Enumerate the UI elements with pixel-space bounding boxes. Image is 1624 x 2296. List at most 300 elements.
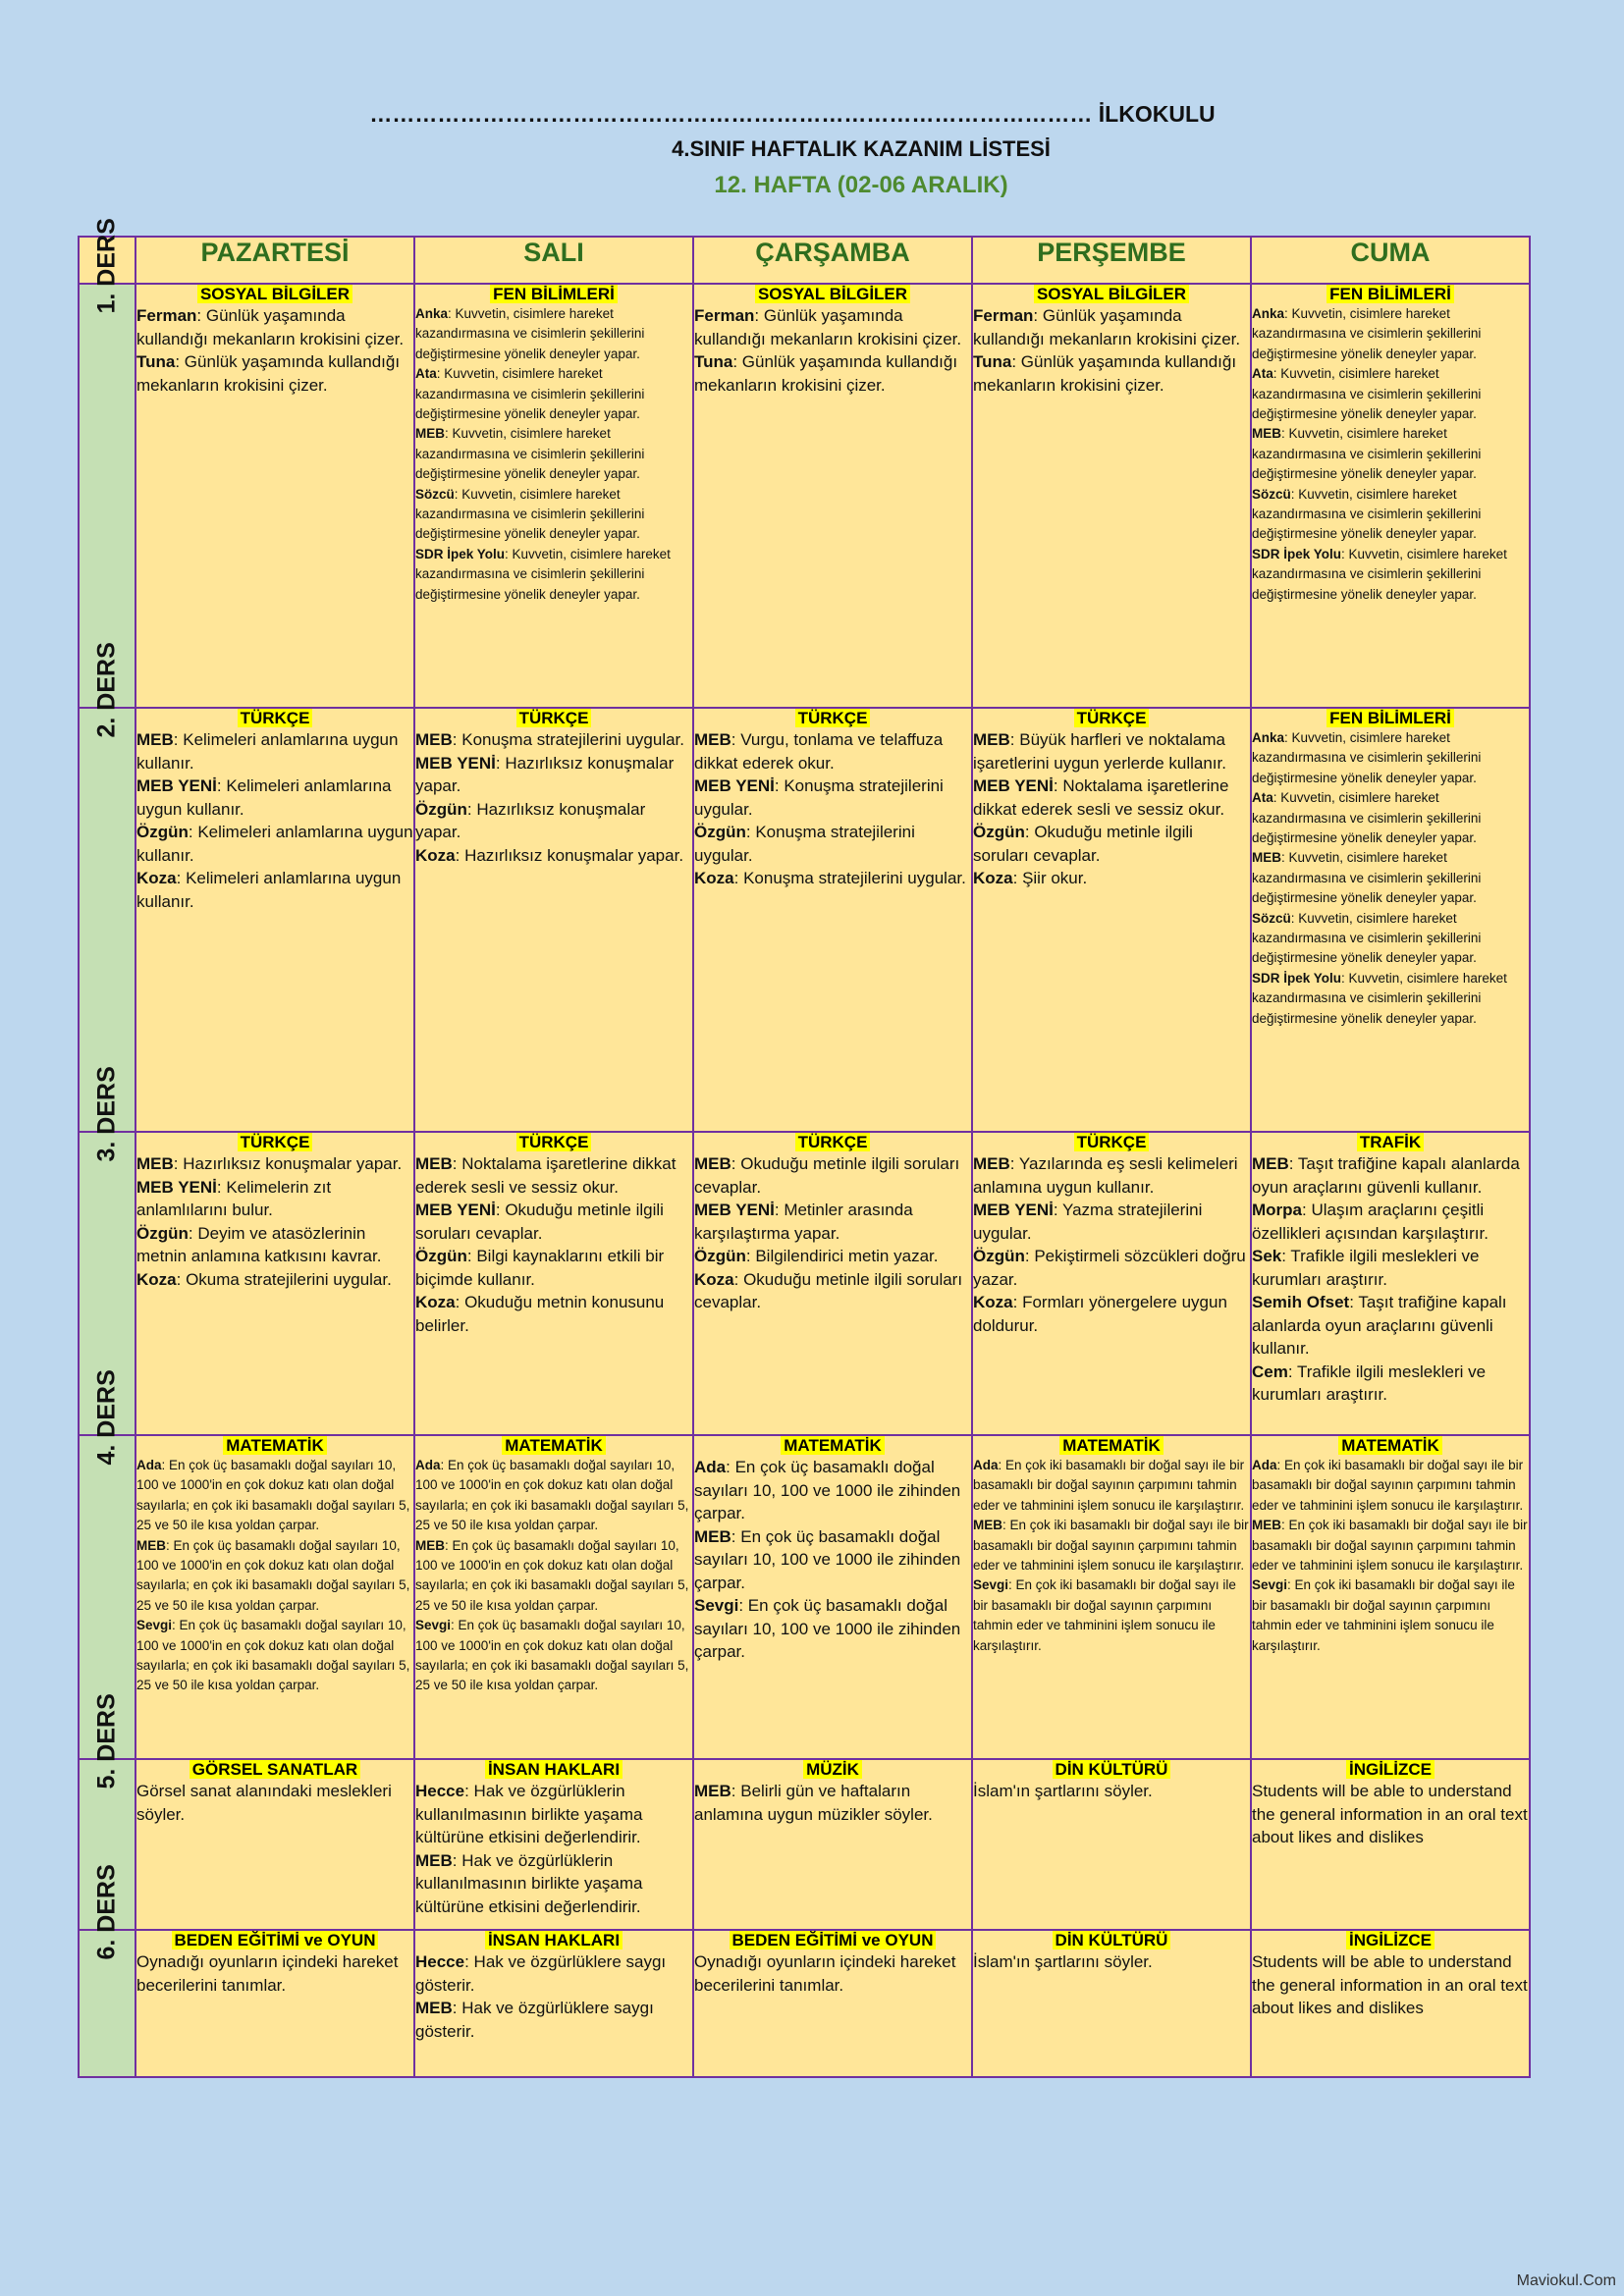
subject-title: [136, 285, 413, 304]
subject-title: [136, 1760, 413, 1780]
publisher-name: Ada: [973, 1458, 999, 1472]
outcome-text: : Yazılarında eş sesli kelimeleri anlamına uygun kullanır.: [973, 1154, 1238, 1197]
subject-title: [973, 1133, 1250, 1152]
publisher-name: Anka: [1252, 306, 1285, 321]
outcome-item: [1252, 1456, 1529, 1516]
outcome-item: [136, 1222, 413, 1268]
outcome-text: : Bilgilendirici metin yazar.: [745, 1247, 939, 1265]
outcome-text: : Hazırlıksız konuşmalar yapar.: [173, 1154, 403, 1173]
publisher-name: Ada: [136, 1458, 162, 1472]
outcome-text: : Kelimeleri anlamlarına uygun kullanır.: [136, 776, 392, 819]
outcome-item: [415, 1245, 692, 1291]
publisher-name: Ferman: [973, 306, 1034, 325]
outcome-list: [415, 1950, 692, 2043]
publisher-name: Koza: [136, 869, 177, 887]
publisher-name: MEB YENİ: [136, 1177, 217, 1197]
schedule-cell: [972, 1930, 1251, 2077]
outcome-list: [1252, 304, 1529, 605]
subject-highlight: SOSYAL BİLGİLER: [1034, 285, 1189, 303]
outcome-text: : Günlük yaşamında kullandığı mekanların krokisini çizer.: [694, 352, 958, 395]
outcome-text: : Kuvvetin, cisimlere hareket kazandırmasına ve cisimlerin şekillerini değiştirmesine yönelik deneyler yapar.: [1252, 306, 1482, 361]
lesson-label: [93, 1436, 122, 1466]
subject-highlight: TRAFİK: [1357, 1133, 1424, 1151]
outcome-list: [694, 1950, 971, 1997]
outcome-item: [1252, 969, 1529, 1029]
outcome-item: [415, 1536, 692, 1617]
lesson-label: [93, 285, 122, 314]
subject-title: [973, 285, 1250, 304]
outcome-list: [415, 1456, 692, 1696]
outcome-item: [415, 545, 692, 605]
lesson-row: [79, 708, 1530, 1132]
page-title: 4.SINIF HAFTALIK KAZANIM LİSTESİ: [672, 136, 1051, 161]
subject-title: [694, 1133, 971, 1152]
subject-highlight: TÜRKÇE: [1074, 709, 1150, 727]
subject-highlight: MATEMATİK: [1338, 1436, 1441, 1455]
outcome-list: [973, 728, 1250, 890]
publisher-name: MEB: [973, 1518, 1002, 1533]
outcome-item: [1252, 788, 1529, 848]
outcome-text: : Hak ve özgürlüklerin kullanılmasının birlikte yaşama kültürüne etkisini değerlendirir.: [415, 1782, 643, 1846]
publisher-name: MEB: [415, 1537, 445, 1553]
outcome-item: [973, 1780, 1250, 1803]
week-title: 12. HAFTA (02-06 ARALIK): [714, 172, 1008, 198]
outcome-list: [694, 1456, 971, 1664]
subject-highlight: FEN BİLİMLERİ: [490, 285, 618, 303]
outcome-text: : En çok iki basamaklı bir doğal sayı ile bir basamaklı bir doğal sayının çarpımını tahmin eder ve tahminini işlem sonucu ile karşılaştırır.: [1252, 1458, 1524, 1513]
schedule-cell: [693, 1759, 972, 1930]
publisher-name: Özgün: [973, 1247, 1025, 1265]
outcome-item: [1252, 1361, 1529, 1407]
day-tuesday: SALI: [414, 237, 693, 284]
subject-highlight: MATEMATİK: [781, 1436, 884, 1455]
outcome-item: [1252, 364, 1529, 424]
publisher-name: Ferman: [136, 306, 197, 325]
day-wednesday: ÇARŞAMBA: [693, 237, 972, 284]
publisher-name: Ata: [415, 366, 437, 382]
outcome-text: : Belirli gün ve haftaların anlamına uygun müzikler söyler.: [694, 1782, 933, 1824]
publisher-name: MEB: [694, 1782, 731, 1800]
outcome-list: [694, 304, 971, 397]
publisher-name: MEB: [694, 730, 731, 749]
publisher-name: MEB YENİ: [415, 1201, 496, 1219]
outcome-text: Students will be able to understand the general information in an oral text about likes and dislikes: [1252, 1952, 1528, 2017]
subject-title: [415, 709, 692, 728]
schedule-cell: [693, 1132, 972, 1435]
publisher-name: Özgün: [694, 1247, 746, 1265]
subject-title: [1252, 1931, 1529, 1950]
outcome-text: : Kuvvetin, cisimlere hareket kazandırmasına ve cisimlerin şekillerini değiştirmesine yönelik deneyler yapar.: [415, 366, 645, 422]
outcome-text: : Taşıt trafiğine kapalı alanlarda oyun araçlarını güvenli kullanır.: [1252, 1154, 1520, 1197]
outcome-item: [415, 1616, 692, 1696]
outcome-list: [1252, 1152, 1529, 1407]
schedule-cell: [414, 1435, 693, 1759]
publisher-name: Özgün: [415, 799, 467, 819]
lesson-label: [93, 1760, 122, 1789]
outcome-text: : En çok üç basamaklı doğal sayıları 10, 100 ve 1000'in en çok dokuz katı olan doğal sayılarla; en çok iki basamaklı doğal sayıları 5, 25 ve 50 ile kısa yoldan çarpar.: [136, 1458, 410, 1533]
publisher-name: Ata: [1252, 366, 1273, 382]
outcome-text: : Günlük yaşamında kullandığı mekanların krokisini çizer.: [136, 306, 405, 348]
subject-highlight: MATEMATİK: [223, 1436, 326, 1455]
outcome-list: [136, 304, 413, 397]
subject-title: [415, 1436, 692, 1456]
subject-highlight: SOSYAL BİLGİLER: [755, 285, 910, 303]
schedule-cell: [414, 708, 693, 1132]
schedule-cell: [1251, 284, 1530, 708]
outcome-text: : Kuvvetin, cisimlere hareket kazandırmasına ve cisimlerin şekillerini değiştirmesine yönelik deneyler yapar.: [1252, 910, 1482, 966]
outcome-text: Students will be able to understand the general information in an oral text about likes and dislikes: [1252, 1782, 1528, 1846]
subject-highlight: BEDEN EĞİTİMİ ve OYUN: [730, 1931, 937, 1949]
outcome-list: [973, 304, 1250, 397]
publisher-name: Hecce: [415, 1952, 465, 1971]
outcome-text: : Okuduğu metinle ilgili soruları cevaplar.: [694, 1154, 960, 1197]
publisher-name: Ada: [415, 1458, 441, 1472]
subject-title: [415, 1931, 692, 1950]
subject-title: [136, 709, 413, 728]
outcome-text: : Büyük harfleri ve noktalama işaretlerini uygun yerlerde kullanır.: [973, 730, 1226, 773]
outcome-text: İslam'ın şartlarını söyler.: [973, 1782, 1153, 1800]
outcome-item: [694, 1594, 971, 1664]
publisher-name: MEB YENİ: [415, 753, 496, 773]
outcome-text: : Okuduğu metnin konusunu belirler.: [415, 1293, 665, 1335]
schedule-cell: [972, 1759, 1251, 1930]
outcome-list: [415, 304, 692, 605]
day-friday: CUMA: [1251, 237, 1530, 284]
school-name: …………………………………………………………………………………… İLKOKULU: [369, 101, 1216, 127]
publisher-name: MEB YENİ: [973, 776, 1054, 795]
subject-title: [136, 1931, 413, 1950]
publisher-name: MEB YENİ: [973, 1201, 1054, 1219]
subject-highlight: TÜRKÇE: [795, 1133, 871, 1151]
subject-highlight: MATEMATİK: [1059, 1436, 1163, 1455]
outcome-item: [694, 1245, 971, 1268]
subject-highlight: FEN BİLİMLERİ: [1326, 709, 1454, 727]
subject-title: [694, 1436, 971, 1456]
outcome-text: : En çok üç basamaklı doğal sayıları 10, 100 ve 1000 ile zihinden çarpar.: [694, 1526, 961, 1592]
schedule-table: [78, 236, 1531, 2078]
outcome-item: [694, 350, 971, 397]
outcome-item: [1252, 424, 1529, 484]
outcome-list: [1252, 1456, 1529, 1656]
subject-highlight: TÜRKÇE: [795, 709, 871, 727]
publisher-name: Ferman: [694, 306, 755, 325]
schedule-cell: [135, 1930, 414, 2077]
outcome-text: : En çok iki basamaklı bir doğal sayı ile bir basamaklı bir doğal sayının çarpımını tahmin eder ve tahminini işlem sonucu ile karşılaştırır.: [1252, 1577, 1515, 1653]
publisher-name: Koza: [415, 1293, 456, 1311]
publisher-name: Sek: [1252, 1247, 1282, 1265]
publisher-name: Özgün: [694, 823, 746, 841]
outcome-text: Görsel sanat alanındaki meslekleri söyler.: [136, 1782, 392, 1824]
publisher-name: Sevgi: [136, 1618, 173, 1633]
subject-highlight: İNGİLİZCE: [1346, 1760, 1435, 1779]
publisher-name: MEB YENİ: [136, 776, 217, 795]
outcome-item: [1252, 728, 1529, 788]
outcome-item: [973, 774, 1250, 821]
outcome-text: : Kuvvetin, cisimlere hareket kazandırmasına ve cisimlerin şekillerini değiştirmesine yönelik deneyler yapar.: [415, 546, 671, 602]
outcome-text: : Konuşma stratejilerini uygular.: [694, 823, 915, 865]
outcome-text: : Noktalama işaretlerine dikkat ederek sesli ve sessiz okur.: [973, 776, 1229, 819]
subject-title: [136, 1436, 413, 1456]
outcome-text: : En çok üç basamaklı doğal sayıları 10, 100 ve 1000'in en çok dokuz katı olan doğal sayılarla; en çok iki basamaklı doğal sayıları 5, 25 ve 50 ile kısa yoldan çarpar.: [136, 1537, 410, 1613]
lesson-row: [79, 284, 1530, 708]
outcome-text: : Kelimeleri anlamlarına uygun kullanır.: [136, 869, 402, 911]
outcome-text: İslam'ın şartlarını söyler.: [973, 1952, 1153, 1971]
subject-title: [973, 1760, 1250, 1780]
schedule-cell: [1251, 708, 1530, 1132]
publisher-name: MEB: [415, 426, 445, 442]
schedule-cell: [135, 1759, 414, 1930]
outcome-text: : Günlük yaşamında kullandığı mekanların krokisini çizer.: [694, 306, 962, 348]
outcome-item: [973, 350, 1250, 397]
outcome-text: : Okuduğu metinle ilgili soruları cevaplar.: [694, 1269, 963, 1311]
outcome-text: : Kuvvetin, cisimlere hareket kazandırmasına ve cisimlerin şekillerini değiştirmesine yönelik deneyler yapar.: [415, 486, 645, 542]
subject-highlight: İNSAN HAKLARI: [485, 1760, 623, 1779]
publisher-name: SDR İpek Yolu: [1252, 546, 1342, 561]
publisher-name: MEB: [973, 730, 1010, 749]
schedule-cell: [972, 708, 1251, 1132]
publisher-name: Koza: [973, 869, 1013, 887]
publisher-name: Koza: [694, 1269, 734, 1289]
publisher-name: MEB: [694, 1154, 731, 1173]
outcome-item: [694, 1950, 971, 1997]
publisher-name: Tuna: [973, 352, 1012, 371]
outcome-item: [1252, 545, 1529, 605]
publisher-name: Sevgi: [973, 1577, 1009, 1593]
outcome-text: : En çok üç basamaklı doğal sayıları 10, 100 ve 1000'in en çok dokuz katı olan doğal sayılarla; en çok iki basamaklı doğal sayıları 5, 25 ve 50 ile kısa yoldan çarpar.: [415, 1537, 689, 1613]
outcome-text: : Şiir okur.: [1012, 869, 1088, 887]
outcome-item: [694, 1268, 971, 1314]
outcome-item: [1252, 1575, 1529, 1656]
schedule-cell: [1251, 1759, 1530, 1930]
outcome-item: [136, 350, 413, 397]
outcome-text: : Kuvvetin, cisimlere hareket kazandırmasına ve cisimlerin şekillerini değiştirmesine yönelik deneyler yapar.: [415, 426, 645, 482]
outcome-text: : En çok iki basamaklı bir doğal sayı ile bir basamaklı bir doğal sayının çarpımını tahmin eder ve tahminini işlem sonucu ile karşılaştırır.: [973, 1458, 1245, 1513]
publisher-name: Sözcü: [1252, 486, 1291, 502]
outcome-item: [973, 1291, 1250, 1337]
outcome-text: : Konuşma stratejilerini uygular.: [694, 776, 944, 819]
subject-title: [973, 1436, 1250, 1456]
outcome-text: : En çok üç basamaklı doğal sayıları 10, 100 ve 1000 ile zihinden çarpar.: [694, 1596, 961, 1661]
outcome-item: [415, 1291, 692, 1337]
publisher-name: Cem: [1252, 1362, 1288, 1381]
outcome-item: [1252, 1152, 1529, 1199]
outcome-item: [415, 1152, 692, 1199]
publisher-name: MEB: [973, 1154, 1010, 1173]
schedule-cell: [414, 1132, 693, 1435]
publisher-name: Koza: [136, 1269, 177, 1289]
outcome-item: [1252, 1245, 1529, 1291]
outcome-list: [136, 1780, 413, 1826]
outcome-item: [136, 1780, 413, 1826]
publisher-name: SDR İpek Yolu: [1252, 970, 1342, 986]
publisher-name: MEB: [136, 1154, 174, 1173]
outcome-text: Oynadığı oyunların içindeki hareket becerilerini tanımlar.: [136, 1952, 399, 1995]
schedule-cell: [135, 284, 414, 708]
publisher-name: Ada: [694, 1458, 727, 1476]
schedule-cell: [135, 1435, 414, 1759]
outcome-text: Oynadığı oyunların içindeki hareket becerilerini tanımlar.: [694, 1952, 956, 1995]
schedule-cell: [972, 284, 1251, 708]
schedule-cell: [693, 284, 972, 708]
outcome-item: [694, 1456, 971, 1525]
outcome-text: : Metinler arasında karşılaştırma yapar.: [694, 1201, 913, 1243]
outcome-text: : Konuşma stratejilerini uygular.: [452, 730, 685, 749]
outcome-item: [694, 1199, 971, 1245]
outcome-item: [973, 1199, 1250, 1245]
publisher-name: Sevgi: [694, 1596, 739, 1615]
outcome-text: : En çok üç basamaklı doğal sayıları 10, 100 ve 1000'in en çok dokuz katı olan doğal sayılarla; en çok iki basamaklı doğal sayıları 5, 25 ve 50 ile kısa yoldan çarpar.: [415, 1458, 689, 1533]
lesson-row: [79, 1930, 1530, 2077]
outcome-item: [1252, 1199, 1529, 1245]
outcome-item: [694, 821, 971, 867]
outcome-item: [1252, 1291, 1529, 1361]
day-monday: PAZARTESİ: [135, 237, 414, 284]
schedule-cell: [414, 284, 693, 708]
schedule-cell: [693, 1435, 972, 1759]
site-watermark: Maviokul.Com: [1516, 2272, 1616, 2289]
publisher-name: Koza: [973, 1293, 1013, 1311]
outcome-text: : Konuşma stratejilerini uygular.: [733, 869, 966, 887]
schedule-cell: [135, 708, 414, 1132]
outcome-item: [694, 867, 971, 890]
outcome-item: [415, 798, 692, 844]
lesson-row: [79, 1435, 1530, 1759]
outcome-item: [136, 1950, 413, 1997]
outcome-list: [415, 1780, 692, 1918]
outcome-text: : En çok üç basamaklı doğal sayıları 10, 100 ve 1000 ile zihinden çarpar.: [694, 1458, 961, 1522]
outcome-item: [1252, 304, 1529, 364]
publisher-name: MEB: [415, 1850, 453, 1870]
outcome-item: [1252, 485, 1529, 545]
outcome-text: : En çok iki basamaklı bir doğal sayı ile bir basamaklı bir doğal sayının çarpımını tahmin eder ve tahminini işlem sonucu ile karşılaştırır.: [1252, 1518, 1528, 1574]
outcome-item: [415, 485, 692, 545]
outcome-item: [136, 304, 413, 350]
outcome-item: [136, 1616, 413, 1696]
outcome-text: : Kuvvetin, cisimlere hareket kazandırmasına ve cisimlerin şekillerini değiştirmesine yönelik deneyler yapar.: [1252, 546, 1507, 602]
outcome-item: [415, 364, 692, 424]
subject-title: [1252, 709, 1529, 728]
outcome-item: [973, 821, 1250, 867]
subject-title: [973, 1931, 1250, 1950]
subject-highlight: BEDEN EĞİTİMİ ve OYUN: [172, 1931, 379, 1949]
outcome-list: [973, 1950, 1250, 1974]
publisher-name: MEB: [415, 1154, 453, 1173]
outcome-item: [973, 1575, 1250, 1656]
outcome-list: [136, 1950, 413, 1997]
schedule-cell: [135, 1132, 414, 1435]
publisher-name: Koza: [694, 869, 734, 887]
subject-highlight: GÖRSEL SANATLAR: [189, 1760, 360, 1779]
outcome-list: [694, 1780, 971, 1826]
lesson-row: [79, 1759, 1530, 1930]
publisher-name: SDR İpek Yolu: [415, 546, 506, 561]
lesson-label-cell: [79, 1930, 135, 2077]
outcome-item: [694, 774, 971, 821]
subject-title: [1252, 285, 1529, 304]
schedule-cell: [972, 1435, 1251, 1759]
outcome-item: [1252, 1780, 1529, 1849]
outcome-item: [136, 1536, 413, 1617]
publisher-name: MEB YENİ: [694, 776, 775, 795]
subject-highlight: DİN KÜLTÜRÜ: [1053, 1931, 1171, 1949]
publisher-name: Özgün: [136, 1223, 189, 1243]
publisher-name: Özgün: [973, 823, 1025, 841]
outcome-text: : Kuvvetin, cisimlere hareket kazandırmasına ve cisimlerin şekillerini değiştirmesine yönelik deneyler yapar.: [1252, 366, 1482, 422]
subject-title: [694, 1760, 971, 1780]
outcome-item: [973, 728, 1250, 774]
schedule-cell: [414, 1759, 693, 1930]
outcome-text: : Okuduğu metinle ilgili soruları cevaplar.: [973, 823, 1193, 865]
publisher-name: MEB YENİ: [694, 1201, 775, 1219]
outcome-text: : Hazırlıksız konuşmalar yapar.: [455, 845, 684, 865]
publisher-name: MEB: [415, 730, 453, 749]
publisher-name: MEB: [415, 1999, 453, 2017]
outcome-text: : Kelimeleri anlamlarına uygun kullanır.: [136, 730, 399, 773]
outcome-list: [136, 1152, 413, 1291]
outcome-text: : Hak ve özgürlüklerin kullanılmasının birlikte yaşama kültürüne etkisini değerlendirir.: [415, 1850, 643, 1916]
subject-title: [973, 709, 1250, 728]
publisher-name: MEB: [136, 730, 174, 749]
publisher-name: MEB: [1252, 426, 1281, 442]
publisher-name: Semih Ofset: [1252, 1293, 1350, 1311]
outcome-item: [973, 1950, 1250, 1974]
publisher-name: MEB: [136, 1537, 166, 1553]
schedule-cell: [1251, 1435, 1530, 1759]
outcome-text: : Kuvvetin, cisimlere hareket kazandırmasına ve cisimlerin şekillerini değiştirmesine yönelik deneyler yapar.: [1252, 486, 1482, 542]
outcome-item: [973, 867, 1250, 890]
outcome-text: : Trafikle ilgili meslekleri ve kurumları araştırır.: [1252, 1362, 1487, 1404]
outcome-list: [415, 728, 692, 867]
outcome-text: : Hak ve özgürlüklere saygı gösterir.: [415, 1952, 667, 1995]
subject-highlight: TÜRKÇE: [238, 709, 313, 727]
outcome-text: : Kuvvetin, cisimlere hareket kazandırmasına ve cisimlerin şekillerini değiştirmesine yönelik deneyler yapar.: [1252, 850, 1482, 906]
outcome-item: [694, 1525, 971, 1595]
schedule-cell: [693, 1930, 972, 2077]
subject-title: [694, 285, 971, 304]
page-header: [0, 96, 1624, 204]
outcome-list: [415, 1152, 692, 1337]
outcome-item: [1252, 1950, 1529, 2020]
outcome-item: [973, 304, 1250, 350]
schedule-cell: [1251, 1930, 1530, 2077]
outcome-item: [136, 774, 413, 821]
outcome-item: [136, 728, 413, 774]
schedule-cell: [414, 1930, 693, 2077]
subject-title: [415, 1133, 692, 1152]
outcome-item: [694, 1780, 971, 1826]
publisher-name: Ada: [1252, 1458, 1277, 1472]
outcome-item: [973, 1456, 1250, 1516]
outcome-item: [1252, 1516, 1529, 1575]
outcome-list: [136, 1456, 413, 1696]
publisher-name: Sevgi: [1252, 1577, 1288, 1593]
outcome-item: [415, 424, 692, 484]
subject-highlight: FEN BİLİMLERİ: [1326, 285, 1454, 303]
publisher-name: Anka: [1252, 730, 1285, 745]
outcome-list: [973, 1780, 1250, 1803]
outcome-item: [973, 1152, 1250, 1199]
publisher-name: Sevgi: [415, 1618, 452, 1633]
outcome-text: : En çok iki basamaklı bir doğal sayı ile bir basamaklı bir doğal sayının çarpımını tahmin eder ve tahminini işlem sonucu ile karşılaştırır.: [973, 1518, 1249, 1574]
outcome-item: [136, 1456, 413, 1536]
subject-title: [1252, 1436, 1529, 1456]
publisher-name: Morpa: [1252, 1201, 1302, 1219]
publisher-name: MEB: [694, 1526, 731, 1546]
outcome-item: [415, 304, 692, 364]
publisher-name: Ata: [1252, 790, 1273, 806]
schedule-cell: [972, 1132, 1251, 1435]
outcome-text: : Formları yönergelere uygun doldurur.: [973, 1293, 1227, 1335]
